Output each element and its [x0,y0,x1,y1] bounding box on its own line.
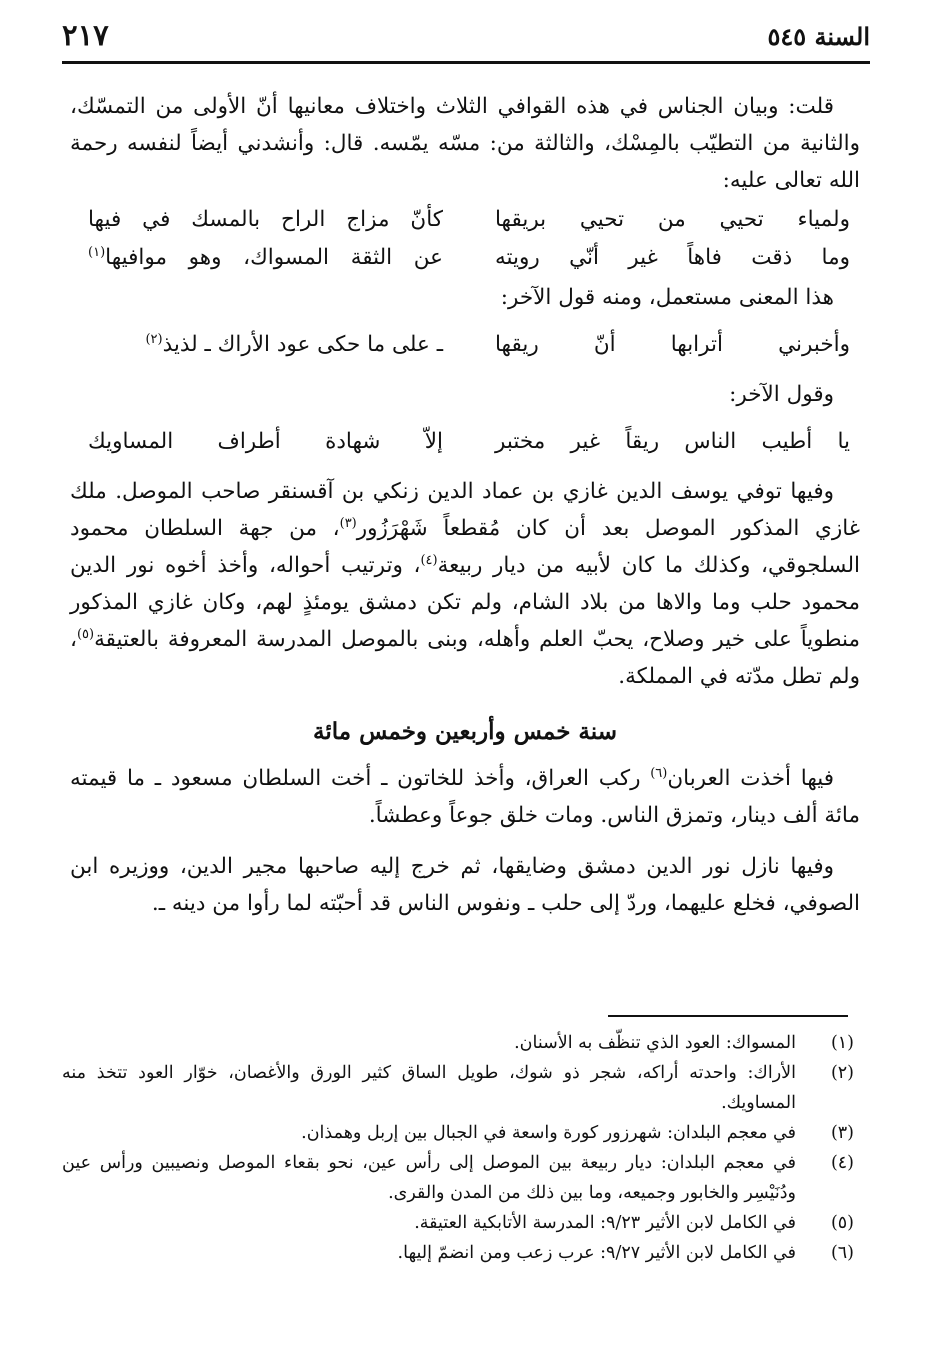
poem-lamya [70,201,860,277]
paragraph-other-poet: وقول الآخر: [729,382,834,407]
text-run: ركب العراق، وأخذ للخاتون ـ أخت السلطان مسعود ـ ما قيمته مائة ألف دينار، وتمزق الناس. ومات خلق جوعاً وعطشاً. [70,766,860,828]
footnote-number: (١) [830,1033,854,1053]
footnote-item [62,1208,854,1238]
footnote-rule [608,1015,848,1017]
footnote-marker: (٤) [420,552,438,568]
footnote-text: في معجم البلدان: ديار ربيعة بين الموصل إلى رأس عين، نحو بقعاء الموصل ونصيبين ورأس عين ودُنَيْسِر والخابور وجميعه، وما بين ذلك من المدن والقرى. [62,1153,796,1203]
paragraph-jinas: قلت: وبيان الجناس في هذه القوافي الثلاث واختلاف معانيها أنّ الأولى من التمسّك، والثانية من التطيّب بالمِسْك، والثالثة من: مسّه يمّسه. قال: وأنشدني أيضاً لنفسه رحمة الله تعالى عليه: [70,94,860,193]
footnote-marker: (٦) [650,765,668,781]
footnote-item [62,1028,854,1058]
poem-atyab [70,423,860,461]
footnote-item [62,1238,854,1268]
verse-first-hemistich: وما ذقت فاهاً غير أنّي رويته [495,245,850,270]
footnote-marker: (٥) [76,626,95,642]
section-heading: سنة خمس وأربعين وخمس مائة [313,718,617,745]
page-number: ٢١٧ [62,18,109,52]
paragraph-meaning: هذا المعنى مستعمل، ومنه قول الآخر: [500,285,834,310]
text-run: ، من جهة السلطان محمود السلجوقي، وكذلك ما كان لأبيه من ديار ربيعة [70,516,860,578]
footnote-marker: (٢) [145,331,163,347]
footnote-item [62,1058,854,1118]
text-run: فيها أخذت العربان [667,766,834,791]
footnote-text: الأراك: واحدته أراكه، شجر ذو شوك، طويل الساق كثير الورق والأغصان، خوّار العود تتخذ منه المساويك. [62,1063,796,1113]
footnote-number: (٢) [830,1063,854,1083]
footnote-item [62,1148,854,1208]
text-run: ، ولم تطل مدّته في المملكة. [70,627,860,689]
verse-line [70,239,860,277]
footnote-text: في الكامل لابن الأثير ٩/٢٣: المدرسة الأتابكية العتيقة. [414,1213,796,1233]
running-head-year: السنة ٥٤٥ [767,22,870,51]
verse-line [70,201,860,239]
footnote-text: في الكامل لابن الأثير ٩/٢٧: عرب زعب ومن انضمّ إليها. [397,1243,796,1263]
footnote-item [62,1118,854,1148]
verse-first-hemistich: يا أطيب الناس ريقاً غير مختبر [495,429,850,454]
footnote-number: (٥) [830,1213,854,1233]
verse-first-hemistich: ولمياء تحيي من تحيي بريقها [495,207,850,232]
verse-text: ـ على ما حكى عود الأراك ـ لذيذ [162,332,443,357]
text-run: وفيها توفي يوسف الدين غازي بن عماد الدين زنكي بن آقسنقر صاحب الموصل. ملك غازي المذكور الموصل بعد أن كان مُقطعاً شَهْرَزُور [70,479,860,541]
footnotes [62,1028,854,1268]
verse-text: عن الثقة المسواك، وهو موافيها [105,245,443,270]
header-rule [62,61,870,64]
footnote-number: (٤) [830,1153,854,1173]
verse-second-hemistich [88,326,443,363]
paragraph-urban [70,760,860,834]
footnote-text: في معجم البلدان: شهرزور كورة واسعة في الجبال بين إربل وهمذان. [301,1123,796,1143]
footnote-text: المسواك: العود الذي تنظّف به الأسنان. [514,1033,796,1053]
verse-second-hemistich: كأنّ مزاج الراح بالمسك في فيها [88,207,443,232]
verse-line [70,423,860,461]
footnote-marker: (١) [88,244,106,260]
footnote-marker: (٣) [339,515,357,531]
paragraph-nur-al-din: وفيها نازل نور الدين دمشق وضايقها، ثم خرج إليه صاحبها مجير الدين، ووزيره ابن الصوفي، فخلع عليهما، وردّ إلى حلب ـ ونفوس الناس قد أحبّته لما رأوا من دينه ـ. [70,854,860,916]
footnote-number: (٦) [830,1243,854,1263]
poem-atrab [70,326,860,364]
paragraph-ghazi-death [70,473,860,695]
verse-first-hemistich: وأخبرني أترابها أنّ ريقها [495,332,850,357]
text-run: ، وترتيب أحواله، وأخذ أخوه نور الدين محمود حلب وما والاها من بلاد الشام، ولم تكن دمشق يومئذٍ لهم، وكان غازي المذكور منطوياً على خير وصلاح، يحبّ العلم وأهله، وبنى بالموصل المدرسة المعروفة بالعتيقة [70,553,860,652]
verse-second-hemistich [88,239,443,276]
verse-second-hemistich: إلاّ شهادة أطراف المساويك [88,429,443,454]
main-text [70,88,860,922]
footnote-number: (٣) [830,1123,854,1143]
page-header [62,18,870,64]
verse-line [70,326,860,364]
